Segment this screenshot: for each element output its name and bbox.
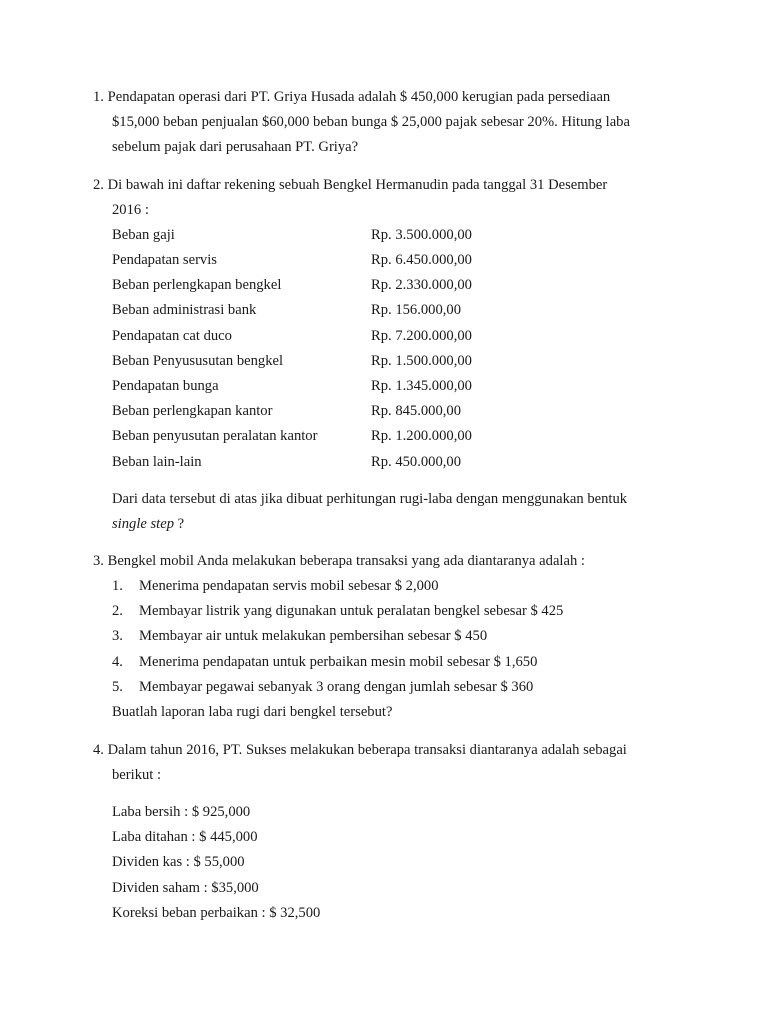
q4-item: Laba ditahan : $ 445,000 — [112, 829, 258, 845]
account-amount: Rp. 3.500.000,00 — [371, 227, 472, 243]
account-row — [112, 301, 672, 319]
account-amount: Rp. 156.000,00 — [371, 302, 461, 318]
q2-question-tail: ? — [174, 516, 185, 532]
account-name: Beban administrasi bank — [112, 302, 257, 318]
account-amount: Rp. 7.200.000,00 — [371, 328, 472, 344]
q4-item: Laba bersih : $ 925,000 — [112, 804, 251, 820]
account-row — [112, 352, 672, 370]
list-item-number: 4. — [112, 654, 123, 670]
q2-question-line-2 — [112, 515, 672, 533]
q2-line-2: 2016 : — [112, 202, 149, 218]
list-item-number: 1. — [112, 578, 123, 594]
q3-intro: 3. Bengkel mobil Anda melakukan beberapa transaksi yang ada diantaranya adalah : — [93, 553, 585, 569]
q1-line-2: $15,000 beban penjualan $60,000 beban bunga $ 25,000 pajak sebesar 20%. Hitung laba — [112, 114, 630, 130]
list-item-text: Menerima pendapatan servis mobil sebesar $ 2,000 — [139, 578, 439, 594]
account-name: Beban perlengkapan kantor — [112, 403, 273, 419]
account-amount: Rp. 450.000,00 — [371, 454, 461, 470]
q1-line-3: sebelum pajak dari perusahaan PT. Griya? — [112, 139, 359, 155]
account-row — [112, 453, 672, 471]
q4-item: Koreksi beban perbaikan : $ 32,500 — [112, 905, 321, 921]
account-row — [112, 402, 672, 420]
list-item-text: Membayar air untuk melakukan pembersihan sebesar $ 450 — [139, 628, 488, 644]
q2-line-1: 2. Di bawah ini daftar rekening sebuah Bengkel Hermanudin pada tanggal 31 Desember — [93, 177, 608, 193]
account-row — [112, 327, 672, 345]
account-name: Beban Penyususutan bengkel — [112, 353, 284, 369]
account-row — [112, 251, 672, 269]
account-name: Pendapatan bunga — [112, 378, 219, 394]
account-name: Pendapatan servis — [112, 252, 217, 268]
q4-item: Dividen kas : $ 55,000 — [112, 854, 245, 870]
account-amount: Rp. 845.000,00 — [371, 403, 461, 419]
account-row — [112, 276, 672, 294]
account-amount: Rp. 1.200.000,00 — [371, 428, 472, 444]
q4-line-2: berikut : — [112, 767, 162, 783]
list-item-number: 5. — [112, 679, 123, 695]
account-row — [112, 377, 672, 395]
account-amount: Rp. 2.330.000,00 — [371, 277, 472, 293]
account-amount: Rp. 6.450.000,00 — [371, 252, 472, 268]
list-item-text: Membayar pegawai sebanyak 3 orang dengan jumlah sebesar $ 360 — [139, 679, 534, 695]
q3-closing: Buatlah laporan laba rugi dari bengkel tersebut? — [112, 704, 393, 720]
account-name: Pendapatan cat duco — [112, 328, 232, 344]
account-amount: Rp. 1.500.000,00 — [371, 353, 472, 369]
account-name: Beban lain-lain — [112, 454, 202, 470]
q2-question-line-1: Dari data tersebut di atas jika dibuat perhitungan rugi-laba dengan menggunakan bentuk — [112, 491, 628, 507]
account-row — [112, 427, 672, 445]
list-item-number: 3. — [112, 628, 123, 644]
single-step-term: single step — [112, 516, 175, 532]
q4-item: Dividen saham : $35,000 — [112, 880, 259, 896]
list-item-text: Membayar listrik yang digunakan untuk peralatan bengkel sebesar $ 425 — [139, 603, 564, 619]
account-name: Beban perlengkapan bengkel — [112, 277, 282, 293]
account-name: Beban gaji — [112, 227, 175, 243]
account-name: Beban penyusutan peralatan kantor — [112, 428, 318, 444]
list-item-number: 2. — [112, 603, 123, 619]
q1-line-1: 1. Pendapatan operasi dari PT. Griya Husada adalah $ 450,000 kerugian pada persediaan — [93, 89, 611, 105]
q4-line-1: 4. Dalam tahun 2016, PT. Sukses melakukan beberapa transaksi diantaranya adalah sebagai — [93, 742, 627, 758]
account-amount: Rp. 1.345.000,00 — [371, 378, 472, 394]
account-row — [112, 226, 672, 244]
list-item-text: Menerima pendapatan untuk perbaikan mesin mobil sebesar $ 1,650 — [139, 654, 538, 670]
